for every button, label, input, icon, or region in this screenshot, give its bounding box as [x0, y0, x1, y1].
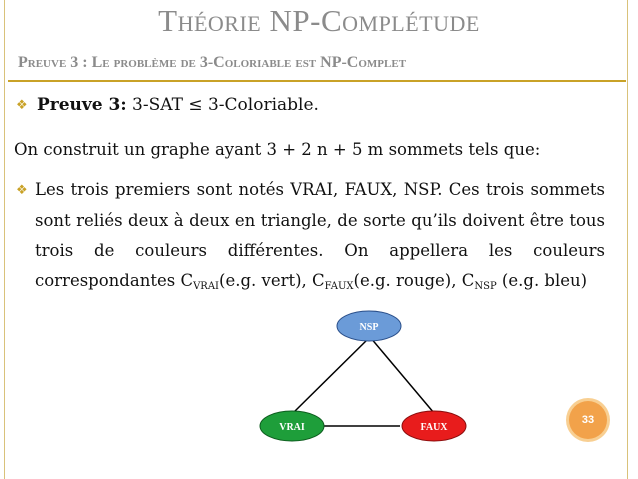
- bullet-line-3: trois de couleurs différentes. On appellera les couleurs: [35, 241, 605, 260]
- edge-nsp-faux: [370, 337, 434, 413]
- page-number-badge: 33: [569, 401, 607, 439]
- subscript-nsp: NSP: [474, 281, 497, 292]
- node-faux-label: FAUX: [420, 422, 448, 433]
- edge-nsp-vrai: [293, 337, 370, 413]
- proof-label: Preuve 3:: [37, 95, 127, 115]
- faux-color-text: (e.g. rouge), C: [353, 271, 475, 290]
- proof-statement: 3-SAT ≤ 3-Coloriable.: [132, 95, 319, 115]
- nsp-color-text: (e.g. bleu): [496, 271, 588, 290]
- node-vrai-label: VRAI: [279, 422, 305, 433]
- subscript-faux: FAUX: [324, 281, 354, 292]
- diamond-bullet-icon: ❖: [16, 98, 28, 113]
- vrai-color-text: (e.g. vert), C: [219, 271, 325, 290]
- intro-text: On construit un graphe ayant 3 + 2 n + 5 m sommets tels que:: [14, 140, 541, 159]
- slide-title: Théorie NP-Complétude: [158, 3, 480, 38]
- slide-subtitle: Preuve 3 : Le problème de 3-Coloriable est NP-Complet: [18, 54, 407, 71]
- bullet-line-1: Les trois premiers sont notés VRAI, FAUX, NSP. Ces trois sommets: [35, 180, 605, 199]
- subscript-vrai: VRAI: [193, 281, 220, 292]
- bullet-line-2: sont reliés deux à deux en triangle, de sorte qu’ils doivent être tous: [35, 211, 605, 230]
- diamond-bullet-icon: ❖: [16, 183, 28, 198]
- node-nsp-label: NSP: [359, 322, 379, 333]
- colors-intro: correspondantes C: [35, 271, 194, 290]
